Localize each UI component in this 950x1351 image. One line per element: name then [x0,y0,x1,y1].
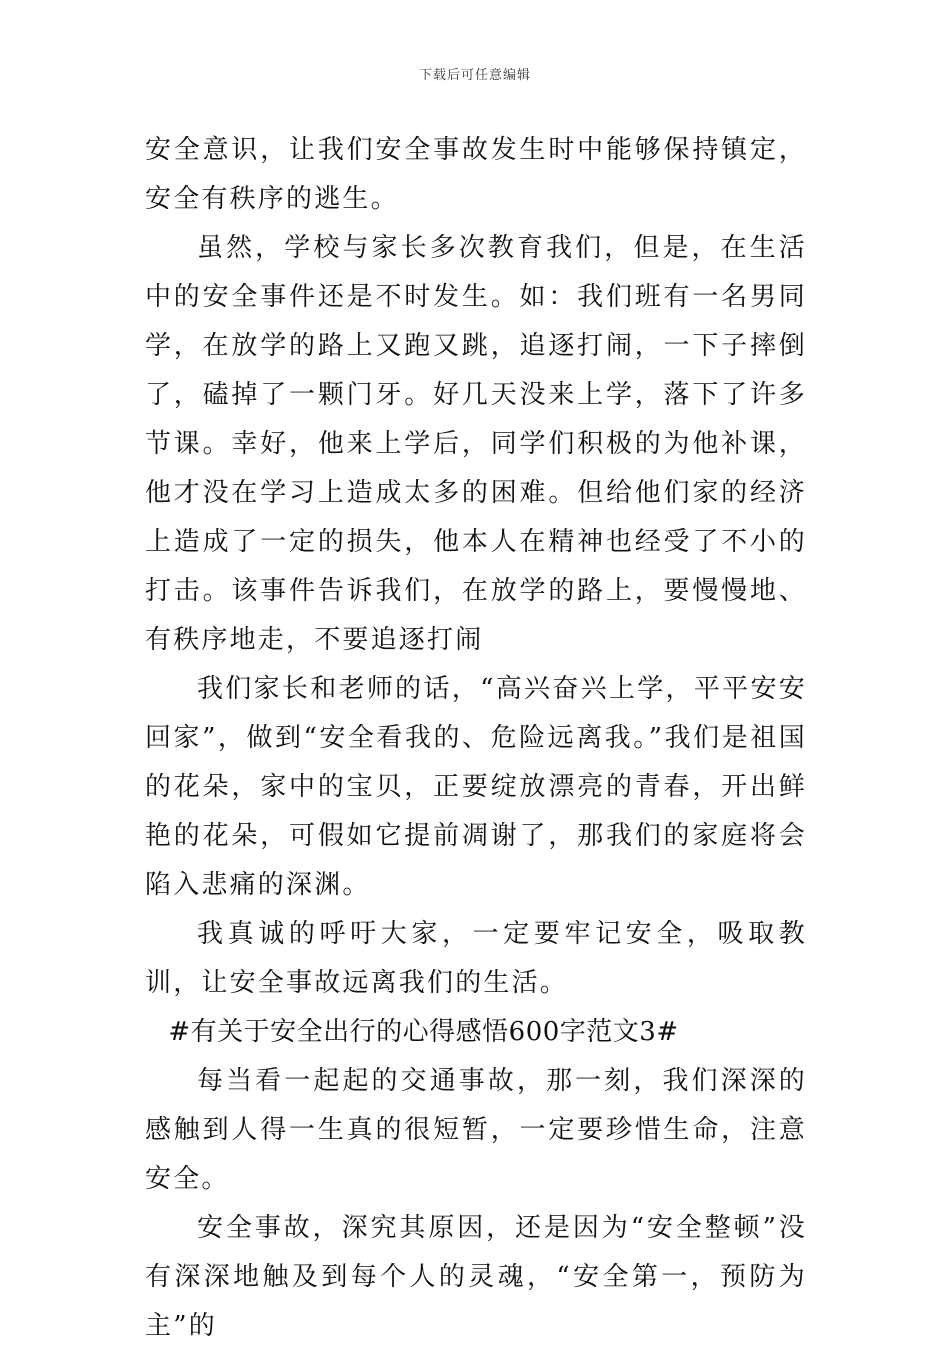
document-body [145,126,807,1351]
paragraph: 我真诚的呼吁大家，一定要牢记安全，吸取教训，让安全事故远离我们的生活。 [145,919,807,998]
page-header-note: 下载后可任意编辑 [418,68,531,83]
paragraph: 安全意识，让我们安全事故发生时中能够保持镇定，安全有秩序的逃生。 [145,135,807,214]
paragraph: 我们家长和老师的话，“高兴奋兴上学，平平安安回家”，做到“安全看我的、危险远离我。”我们是祖国的花朵，家中的宝贝，正要绽放漂亮的青春，开出鲜艳的花朵，可假如它提前凋谢了，那我们的家庭将会陷入悲痛的深渊。 [145,674,807,900]
paragraph: 每当看一起起的交通事故，那一刻，我们深深的感触到人得一生真的很短暂，一定要珍惜生命，注意安全。 [145,1066,807,1194]
paragraph: 虽然，学校与家长多次教育我们，但是，在生活中的安全事件还是不时发生。如：我们班有一名男同学，在放学的路上又跑又跳，追逐打闹，一下子摔倒了，磕掉了一颗门牙。好几天没来上学，落下了许多节课。幸好，他来上学后，同学们积极的为他补课，他才没在学习上造成太多的困难。但给他们家的经济上造成了一定的损失，他本人在精神也经受了不小的打击。该事件告诉我们，在放学的路上，要慢慢地、有秩序地走，不要追逐打闹 [145,233,807,655]
paragraph: 安全事故，深究其原因，还是因为“安全整顿”没有深深地触及到每个人的灵魂，“安全第一，预防为主”的 [145,1213,807,1341]
section-heading: #有关于安全出行的心得感悟600字范文3# [168,1017,679,1047]
